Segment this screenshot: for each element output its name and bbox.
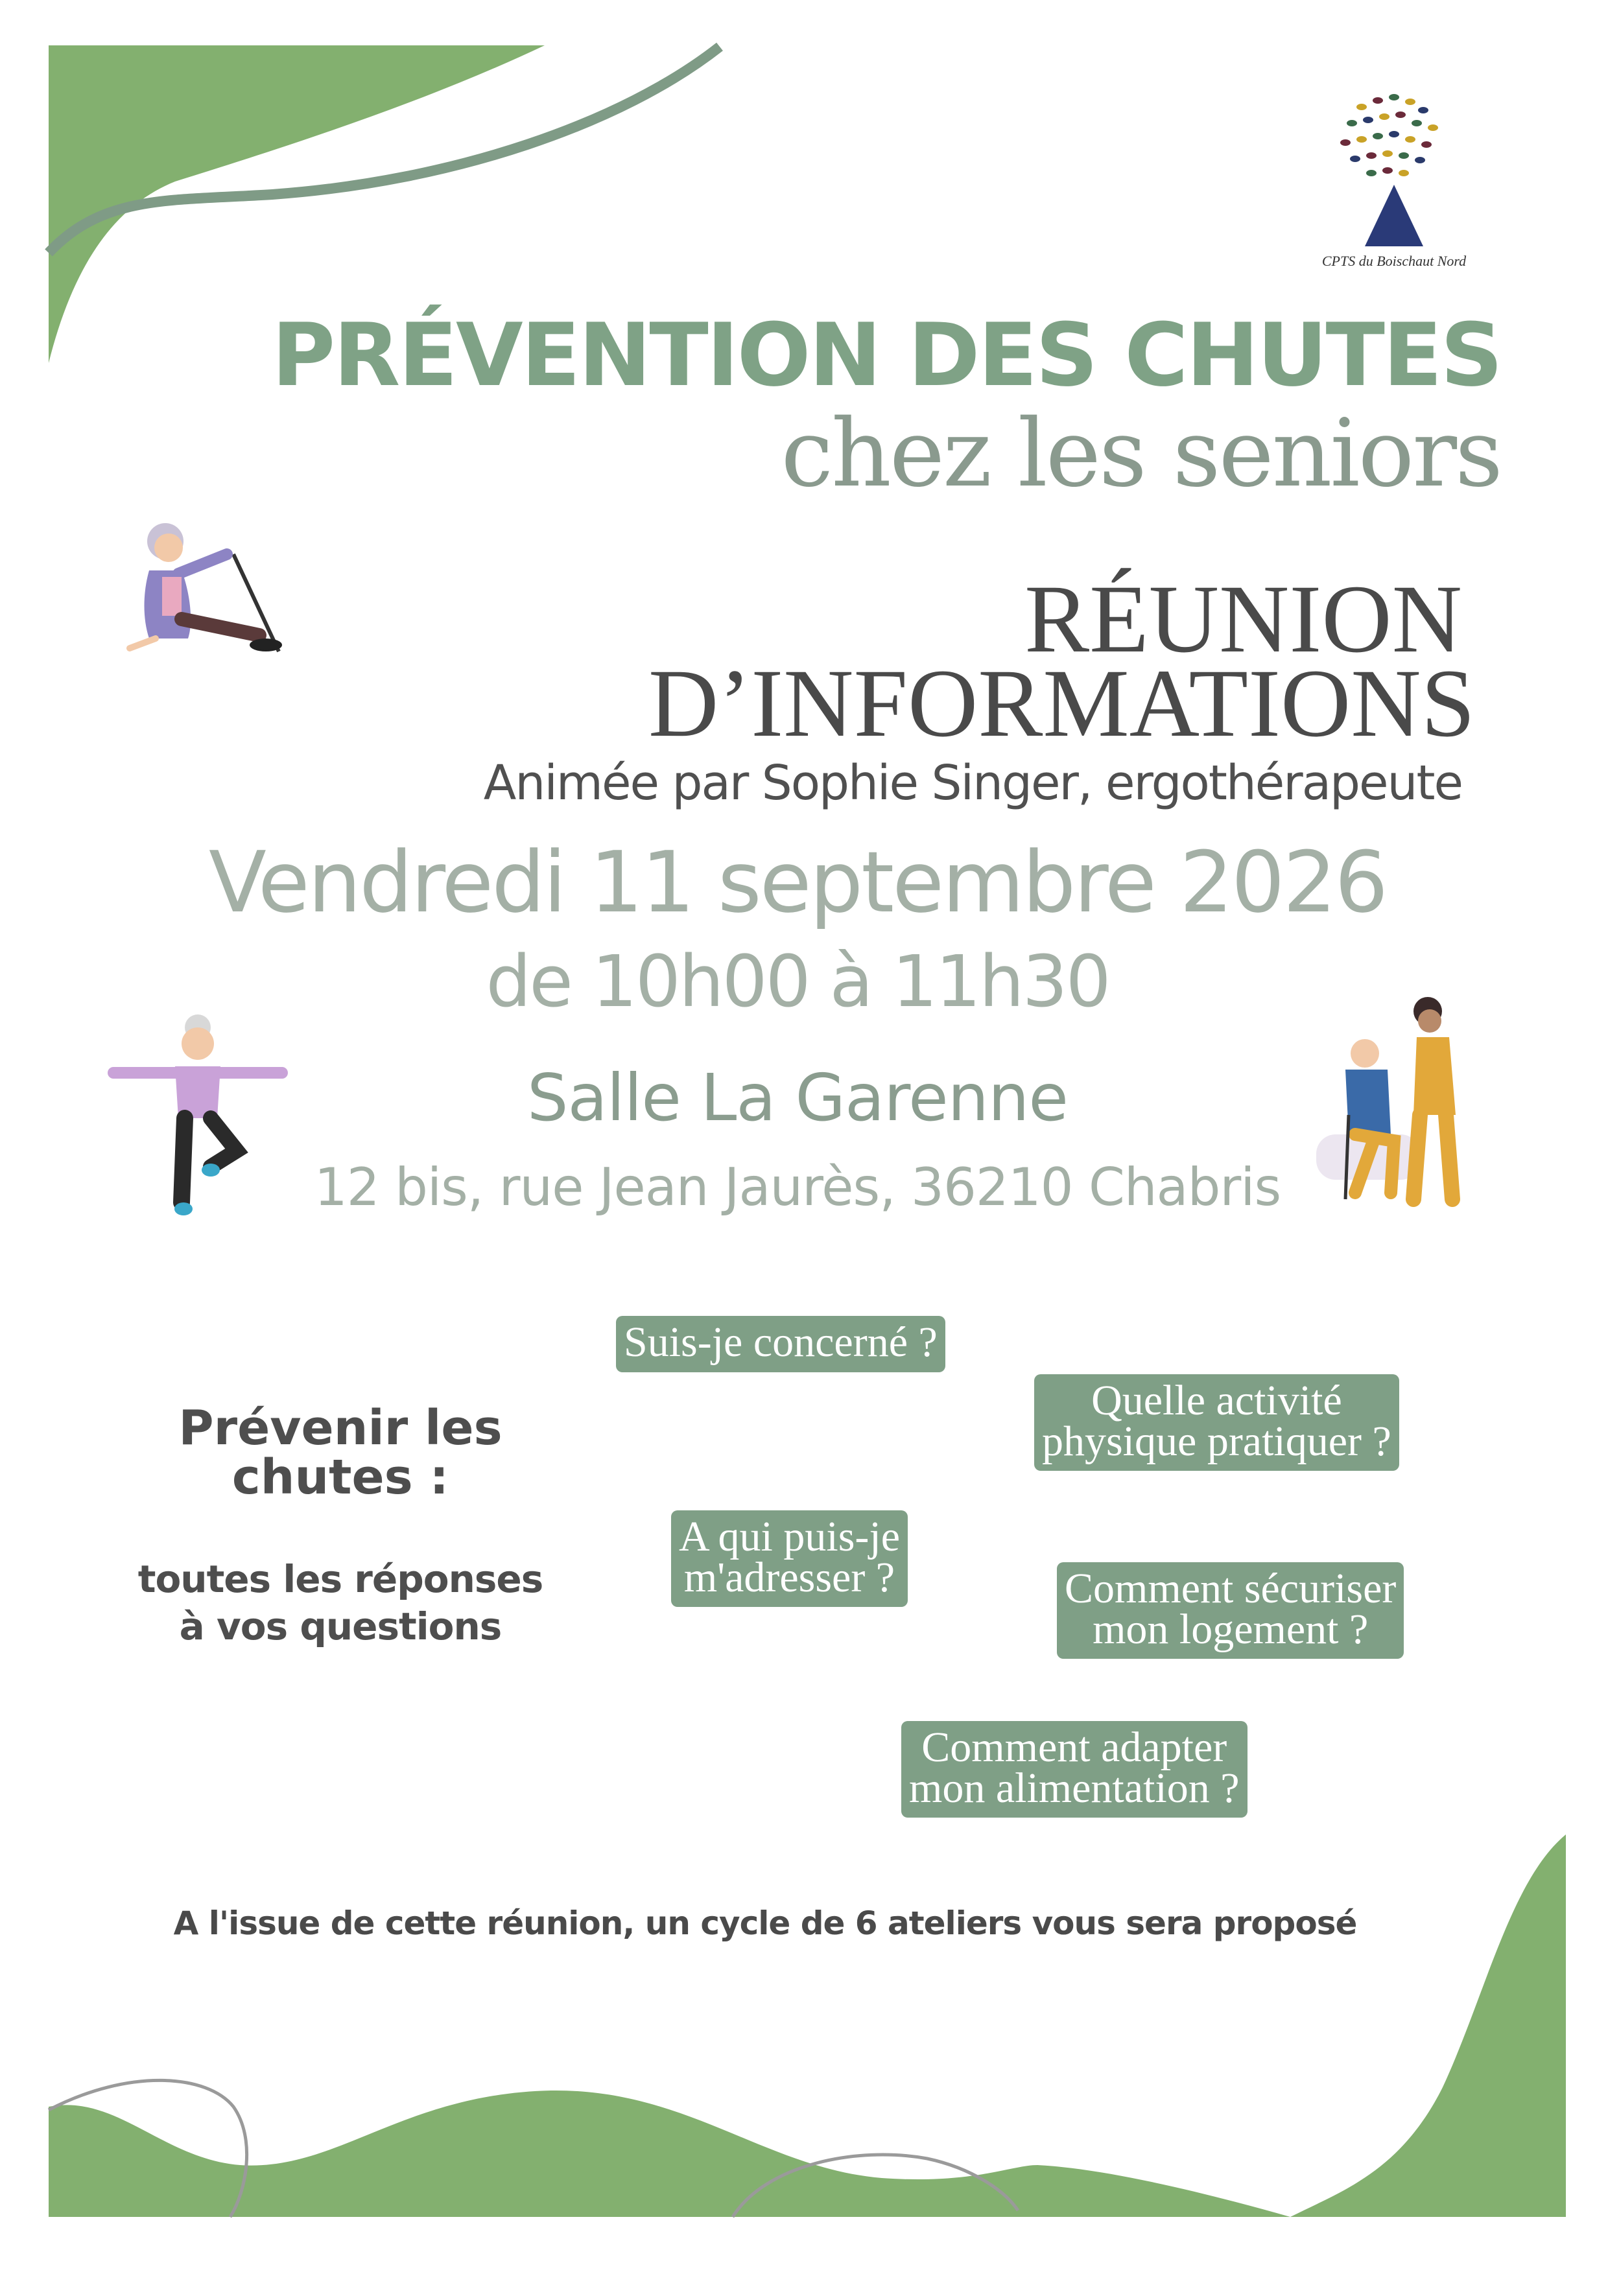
question-text-line2: mon logement ?	[1093, 1605, 1369, 1653]
caregiver-senior-illustration	[1310, 985, 1491, 1212]
question-text-line1: Comment adapter	[921, 1724, 1227, 1771]
event-venue: Salle La Garenne	[527, 1060, 1068, 1136]
question-bubble-activity	[1034, 1374, 1399, 1471]
meeting-title-line1: RÉUNION	[1024, 565, 1462, 673]
page-title: PRÉVENTION DES CHUTES	[272, 305, 1501, 406]
bottom-right-green-shape	[1290, 1834, 1566, 2217]
meeting-title-line2: D’INFORMATIONS	[648, 650, 1476, 757]
event-address: 12 bis, rue Jean Jaurès, 36210 Chabris	[314, 1157, 1281, 1217]
left-subheading-line2: à vos questions	[179, 1604, 502, 1648]
question-text: Suis-je concerné ?	[624, 1318, 938, 1366]
question-bubble-home	[1057, 1562, 1404, 1659]
event-time: de 10h00 à 11h30	[486, 940, 1109, 1023]
question-text-line1: Quelle activité	[1091, 1377, 1342, 1424]
balancing-senior-illustration	[107, 1008, 289, 1222]
question-bubble-concerned	[616, 1316, 945, 1372]
event-date: Vendredi 11 septembre 2026	[208, 833, 1387, 931]
left-heading	[104, 1400, 577, 1506]
logo-label: CPTS du Boischaut Nord	[1321, 253, 1467, 269]
cpts-logo	[1306, 88, 1482, 269]
tree-logo-icon	[1306, 88, 1482, 250]
question-text-line1: Comment sécuriser	[1065, 1565, 1397, 1612]
animator-line: Animée par Sophie Singer, ergothérapeute	[483, 755, 1462, 811]
footer-note: A l'issue de cette réunion, un cycle de 6 ateliers vous sera proposé	[173, 1904, 1357, 1942]
left-heading-line2: chutes :	[231, 1449, 449, 1506]
fallen-senior-illustration	[117, 515, 292, 658]
left-subheading	[71, 1556, 609, 1650]
left-subheading-line1: toutes les réponses	[137, 1557, 543, 1601]
page-subtitle: chez les seniors	[781, 399, 1501, 508]
question-text-line2: m'adresser ?	[683, 1553, 895, 1601]
left-heading-line1: Prévenir les	[178, 1400, 503, 1456]
question-bubble-contact	[671, 1510, 908, 1607]
question-text-line1: A qui puis-je	[679, 1513, 900, 1560]
question-text-line2: physique pratiquer ?	[1042, 1417, 1391, 1465]
question-text-line2: mon alimentation ?	[909, 1764, 1240, 1812]
question-bubble-nutrition	[901, 1721, 1247, 1818]
